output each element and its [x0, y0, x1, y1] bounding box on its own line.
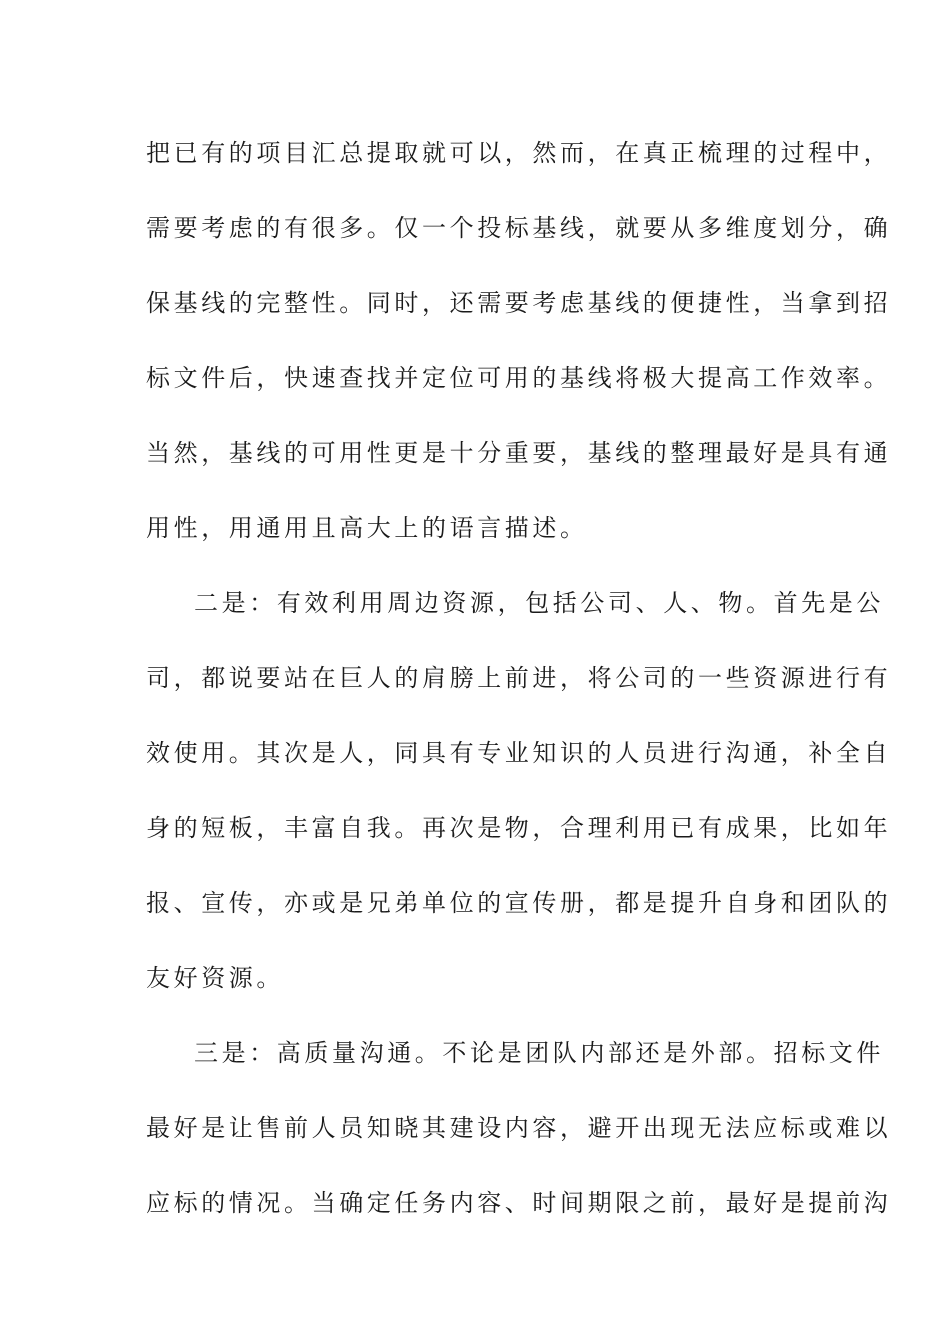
- text-line: 应标的情况。当确定任务内容、时间期限之前，最好是提前沟: [146, 1189, 892, 1217]
- text-line: 把已有的项目汇总提取就可以，然而，在真正梳理的过程中，: [146, 139, 892, 167]
- text-line: 用性，用通用且高大上的语言描述。: [146, 514, 588, 542]
- text-line: 友好资源。: [146, 964, 284, 992]
- text-line: 标文件后，快速查找并定位可用的基线将极大提高工作效率。: [146, 364, 892, 392]
- text-line: 最好是让售前人员知晓其建设内容，避开出现无法应标或难以: [146, 1114, 892, 1142]
- text-line: 当然，基线的可用性更是十分重要，基线的整理最好是具有通: [146, 439, 892, 467]
- paragraph-resources: [146, 574, 892, 1024]
- text-line: 保基线的完整性。同时，还需要考虑基线的便捷性，当拿到招: [146, 289, 892, 317]
- text-line: 身的短板，丰富自我。再次是物，合理利用已有成果，比如年: [146, 814, 892, 842]
- text-line: 报、宣传，亦或是兄弟单位的宣传册，都是提升自身和团队的: [146, 889, 892, 917]
- paragraph-baseline: [146, 124, 892, 574]
- text-line: 二是：有效利用周边资源，包括公司、人、物。首先是公: [194, 589, 884, 617]
- document-body: [146, 124, 892, 1249]
- paragraph-communication: [146, 1024, 892, 1249]
- text-line: 司，都说要站在巨人的肩膀上前进，将公司的一些资源进行有: [146, 664, 892, 692]
- text-line: 效使用。其次是人，同具有专业知识的人员进行沟通，补全自: [146, 739, 892, 767]
- text-line: 三是：高质量沟通。不论是团队内部还是外部。招标文件: [194, 1039, 884, 1067]
- text-line: 需要考虑的有很多。仅一个投标基线，就要从多维度划分，确: [146, 214, 892, 242]
